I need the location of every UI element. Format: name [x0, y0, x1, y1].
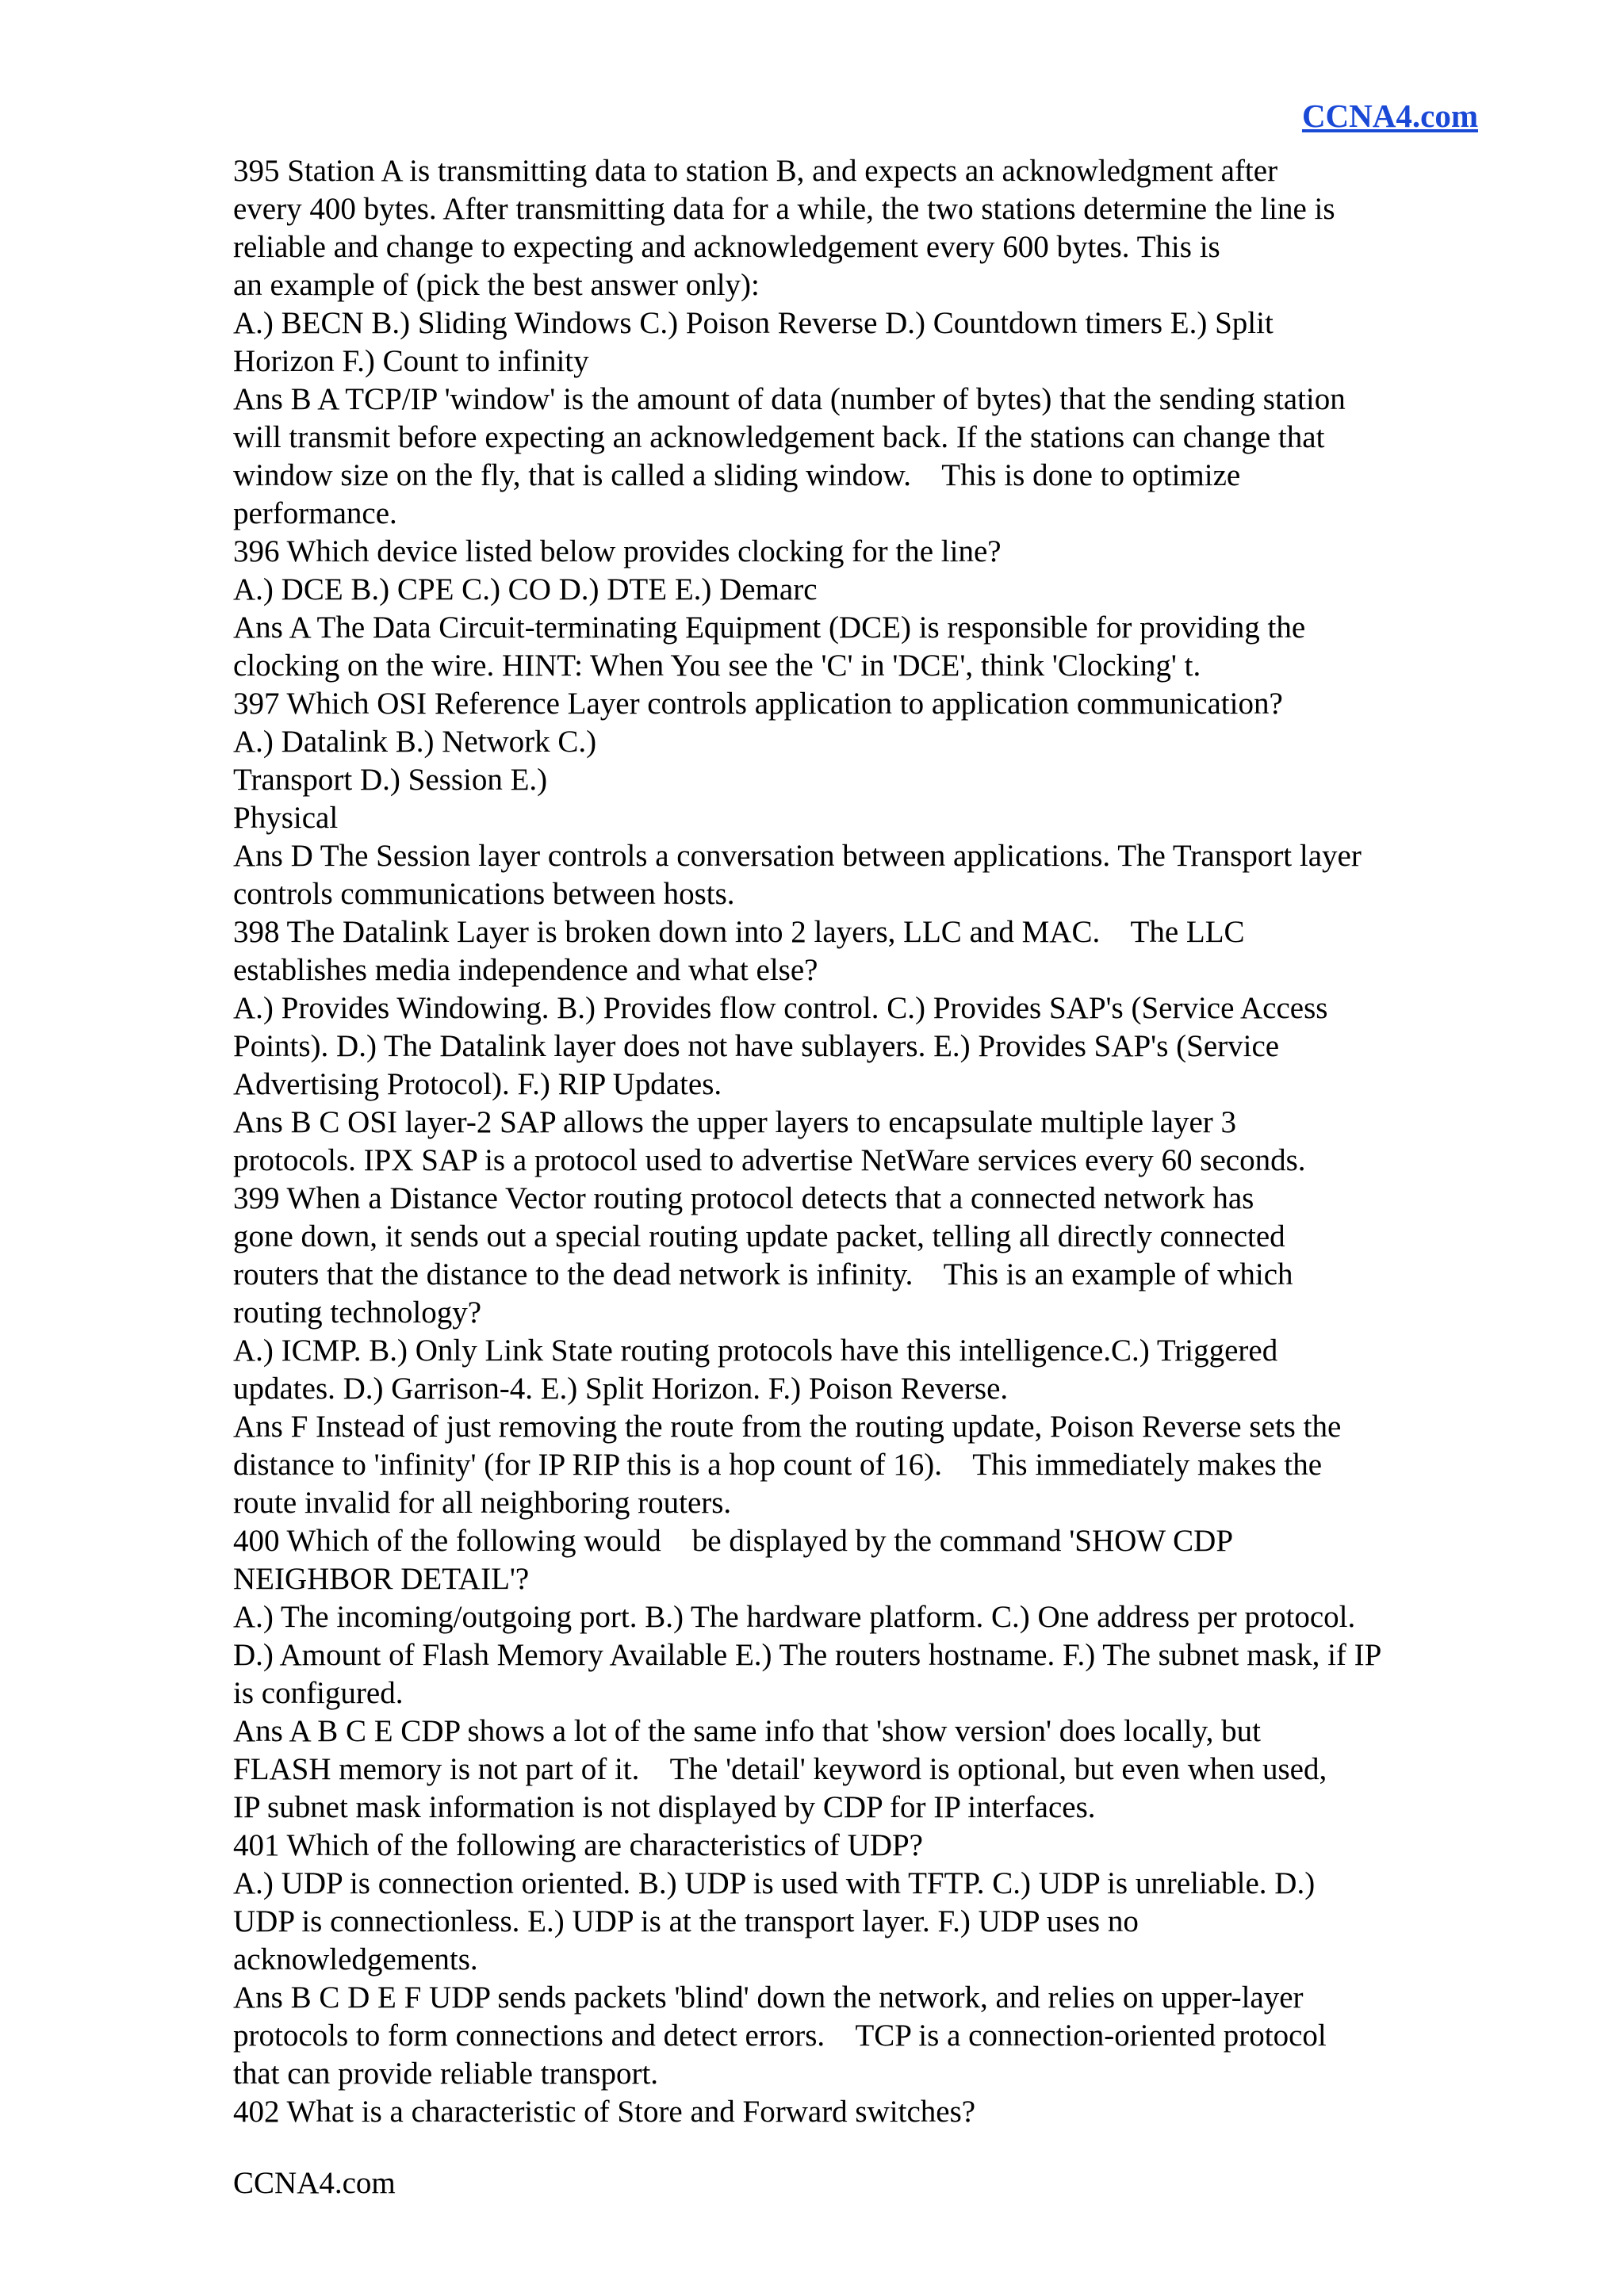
text-line: protocols. IPX SAP is a protocol used to advertise NetWare services every 60 seconds.: [233, 1143, 1306, 1177]
text-line: protocols to form connections and detect errors. TCP is a connection-oriented protocol: [233, 2019, 1327, 2053]
text-line: Ans A B C E CDP shows a lot of the same info that 'show version' does locally, but: [233, 1714, 1261, 1748]
text-line: updates. D.) Garrison-4. E.) Split Horizon. F.) Poison Reverse.: [233, 1372, 1009, 1406]
text-line: A.) Provides Windowing. B.) Provides flow control. C.) Provides SAP's (Service Access: [233, 991, 1328, 1025]
text-line: A.) DCE B.) CPE C.) CO D.) DTE E.) Demarc: [233, 572, 818, 607]
text-line: gone down, it sends out a special routing update packet, telling all directly connected: [233, 1219, 1285, 1253]
text-line: D.) Amount of Flash Memory Available E.) The routers hostname. F.) The subnet mask, if IP: [233, 1638, 1382, 1672]
site-link[interactable]: CCNA4.com: [1301, 98, 1478, 134]
text-line: Advertising Protocol). F.) RIP Updates.: [233, 1067, 722, 1101]
text-line: Points). D.) The Datalink layer does not have sublayers. E.) Provides SAP's (Service: [233, 1029, 1280, 1063]
text-line: Ans B C D E F UDP sends packets 'blind' down the network, and relies on upper-layer: [233, 1980, 1304, 2015]
text-line: IP subnet mask information is not displayed by CDP for IP interfaces.: [233, 1790, 1096, 1824]
text-line: route invalid for all neighboring routers.: [233, 1486, 732, 1520]
text-line: Horizon F.) Count to infinity: [233, 344, 589, 378]
text-line: A.) ICMP. B.) Only Link State routing protocols have this intelligence.C.) Triggered: [233, 1334, 1278, 1368]
text-line: 398 The Datalink Layer is broken down into 2 layers, LLC and MAC. The LLC: [233, 915, 1245, 949]
text-line: A.) UDP is connection oriented. B.) UDP is used with TFTP. C.) UDP is unreliable. D.): [233, 1866, 1316, 1900]
text-line: Ans A The Data Circuit-terminating Equipment (DCE) is responsible for providing the: [233, 610, 1306, 645]
text-line: Physical: [233, 801, 339, 835]
text-line: every 400 bytes. After transmitting data for a while, the two stations determine the line is: [233, 192, 1335, 226]
text-line: A.) BECN B.) Sliding Windows C.) Poison Reverse D.) Countdown timers E.) Split: [233, 306, 1274, 340]
text-line: Ans F Instead of just removing the route from the routing update, Poison Reverse sets the: [233, 1410, 1342, 1444]
text-line: 396 Which device listed below provides clocking for the line?: [233, 534, 1002, 568]
text-line: 395 Station A is transmitting data to station B, and expects an acknowledgment after: [233, 154, 1278, 188]
text-line: 401 Which of the following are characteristics of UDP?: [233, 1828, 923, 1862]
text-line: 400 Which of the following would be displayed by the command 'SHOW CDP: [233, 1524, 1234, 1558]
text-line: an example of (pick the best answer only):: [233, 268, 760, 302]
text-line: NEIGHBOR DETAIL'?: [233, 1562, 530, 1596]
text-line: UDP is connectionless. E.) UDP is at the transport layer. F.) UDP uses no: [233, 1904, 1139, 1938]
text-line: A.) Datalink B.) Network C.): [233, 725, 597, 759]
text-line: Ans D The Session layer controls a conversation between applications. The Transport layer: [233, 839, 1362, 873]
text-line: distance to 'infinity' (for IP RIP this is a hop count of 16). This immediately makes the: [233, 1448, 1323, 1482]
text-line: routing technology?: [233, 1295, 482, 1330]
text-line: 399 When a Distance Vector routing protocol detects that a connected network has: [233, 1181, 1254, 1215]
text-line: reliable and change to expecting and acknowledgement every 600 bytes. This is: [233, 230, 1220, 264]
text-line: Ans B A TCP/IP 'window' is the amount of data (number of bytes) that the sending station: [233, 382, 1346, 416]
text-line: establishes media independence and what else?: [233, 953, 818, 987]
text-line: clocking on the wire. HINT: When You see the 'C' in 'DCE', think 'Clocking' t.: [233, 649, 1201, 683]
page-footer: CCNA4.com: [233, 2166, 396, 2200]
text-line: 397 Which OSI Reference Layer controls application to application communication?: [233, 687, 1283, 721]
text-line: 402 What is a characteristic of Store and Forward switches?: [233, 2095, 976, 2129]
document-body: [233, 152, 1502, 2131]
text-line: that can provide reliable transport.: [233, 2057, 659, 2091]
text-line: controls communications between hosts.: [233, 877, 735, 911]
text-line: window size on the fly, that is called a sliding window. This is done to optimize: [233, 458, 1241, 492]
text-line: will transmit before expecting an acknowledgement back. If the stations can change that: [233, 420, 1325, 454]
text-line: performance.: [233, 496, 397, 530]
text-line: acknowledgements.: [233, 1942, 478, 1976]
text-line: is configured.: [233, 1676, 404, 1710]
text-line: routers that the distance to the dead network is infinity. This is an example of which: [233, 1257, 1293, 1292]
text-line: Ans B C OSI layer-2 SAP allows the upper layers to encapsulate multiple layer 3: [233, 1105, 1237, 1139]
text-line: Transport D.) Session E.): [233, 763, 548, 797]
text-line: A.) The incoming/outgoing port. B.) The hardware platform. C.) One address per protocol.: [233, 1600, 1356, 1634]
text-line: FLASH memory is not part of it. The 'detail' keyword is optional, but even when used,: [233, 1752, 1327, 1786]
